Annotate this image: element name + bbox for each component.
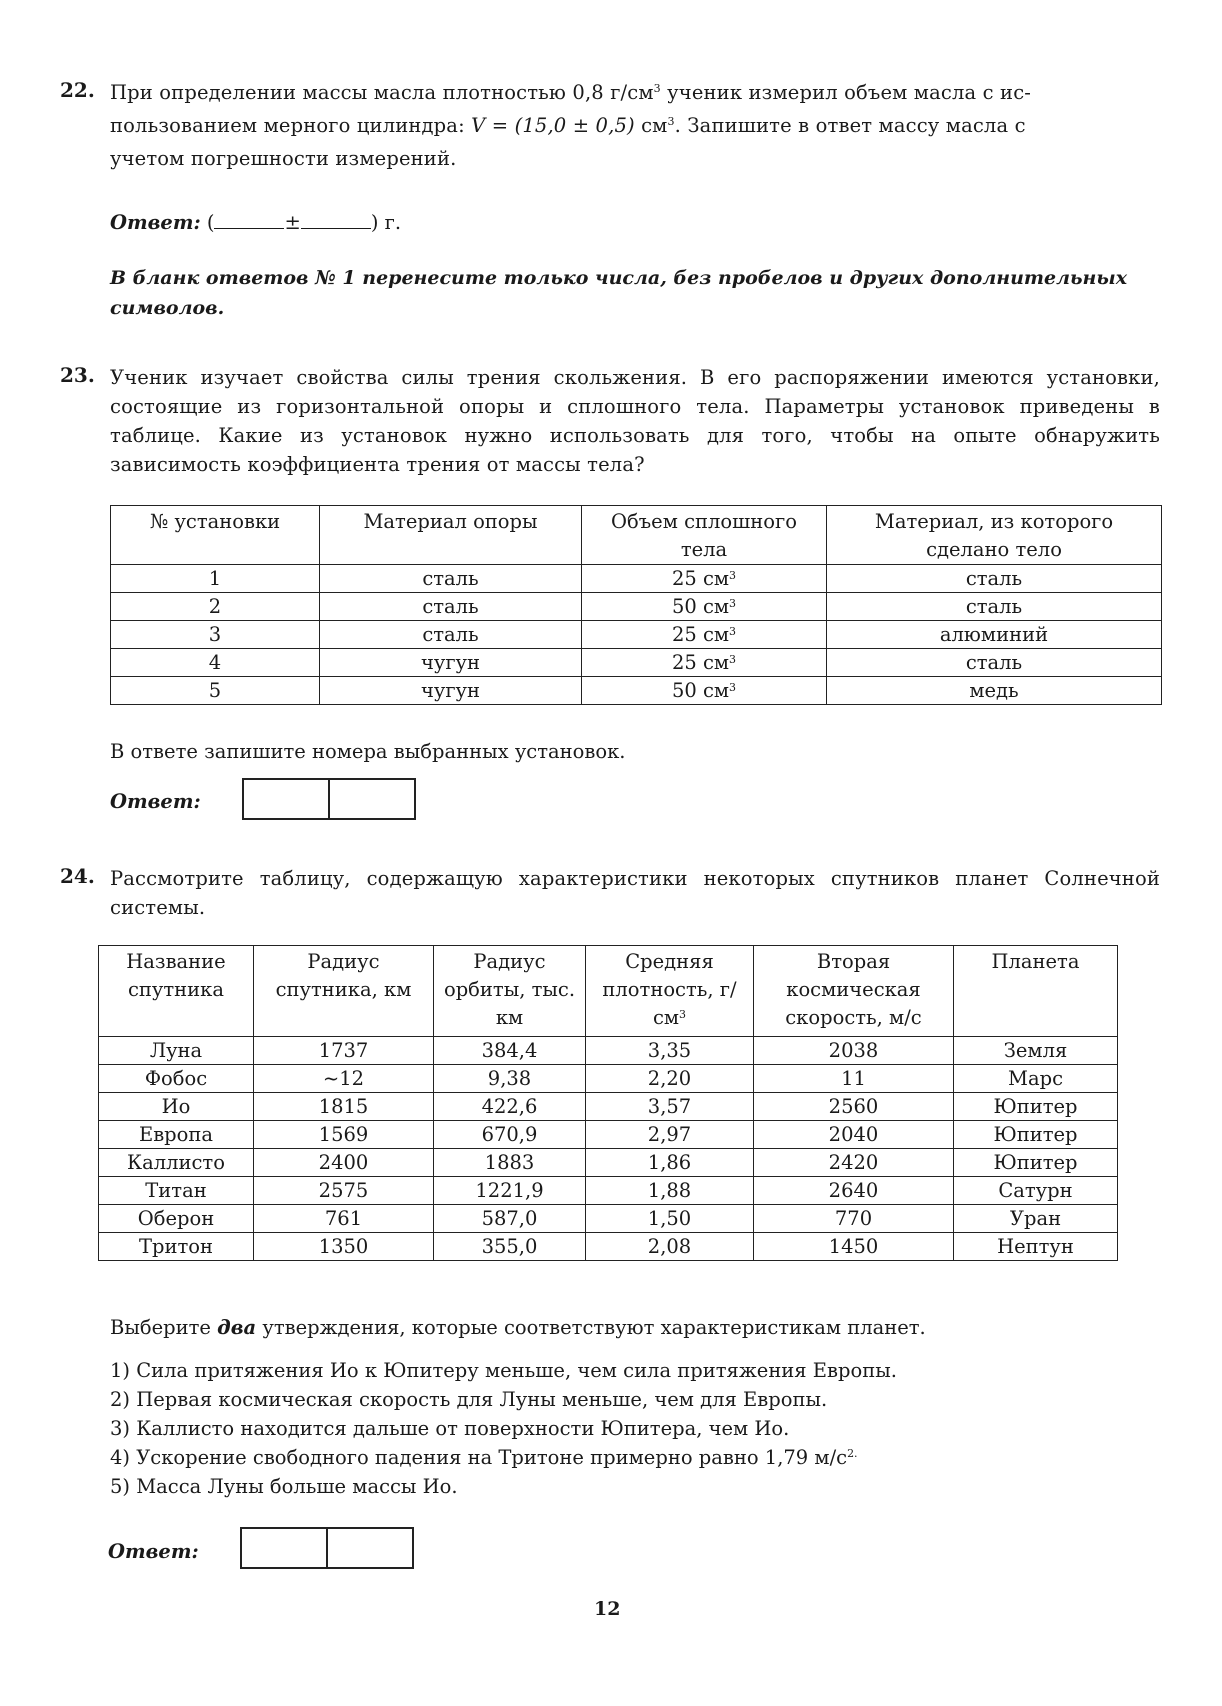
task-number: 24. — [60, 864, 95, 888]
statement-5: 5) Масса Луны больше массы Ио. — [110, 1475, 458, 1498]
header-cell: Материал, из которого сделано тело — [827, 506, 1162, 565]
statement-1: 1) Сила притяжения Ио к Юпитеру меньше, чем сила притяжения Европы. — [110, 1359, 897, 1382]
cell: 1221,9 — [434, 1177, 586, 1205]
cell: чугун — [320, 677, 582, 705]
cell: алюминий — [827, 621, 1162, 649]
plus-minus: ± — [284, 211, 301, 234]
volume: 25 см — [671, 623, 730, 646]
header-cell: Радиус спутника, км — [254, 946, 434, 1037]
emphasis: два — [217, 1316, 257, 1339]
table-row — [99, 1177, 1118, 1205]
answer-label: Ответ: — [110, 790, 201, 813]
task-22-text — [110, 78, 1160, 173]
task-24-prompt — [110, 1316, 926, 1339]
text-fragment: ученик измерил объем масла с ис- — [660, 81, 1032, 104]
cell — [582, 593, 827, 621]
task-number: 23. — [60, 363, 95, 387]
text-fragment: см — [634, 114, 668, 137]
statement-4 — [110, 1444, 858, 1472]
cell: Юпитер — [954, 1149, 1118, 1177]
cell: 1,86 — [586, 1149, 754, 1177]
cell: Земля — [954, 1037, 1118, 1065]
cell: сталь — [320, 621, 582, 649]
table-row — [111, 565, 1162, 593]
header-cell: Объем сплошного тела — [582, 506, 827, 565]
superscript: 2. — [847, 1447, 858, 1460]
task-number: 22. — [60, 78, 95, 102]
cell — [582, 621, 827, 649]
cell: 422,6 — [434, 1093, 586, 1121]
table-row — [111, 593, 1162, 621]
task-23-text: Ученик изучает свойства силы трения скольжения. В его распоряжении имеются установки, состоящие из горизонтальной опоры и сплошного тела. Параметры установок приведены в таблице. Какие из установок нужно использовать для того, чтобы на опыте обнаружить зависимость коэффициента трения от массы тела? — [110, 366, 1160, 476]
superscript: 3 — [729, 597, 737, 610]
cell: 1,50 — [586, 1205, 754, 1233]
volume: 25 см — [671, 567, 730, 590]
statement-text: 4) Ускорение свободного падения на Тритоне примерно равно 1,79 м/с — [110, 1446, 848, 1469]
satellites-table — [98, 945, 1118, 1261]
cell: Марс — [954, 1065, 1118, 1093]
task-24-answer-boxes — [240, 1527, 414, 1569]
table-row — [111, 621, 1162, 649]
cell: 770 — [754, 1205, 954, 1233]
task-22-answer — [110, 210, 401, 234]
cell: 1 — [111, 565, 320, 593]
task-22-note: В бланк ответов № 1 перенесите только числа, без пробелов и других дополнительных символов. — [110, 267, 1128, 319]
setups-table — [110, 505, 1162, 705]
text-fragment: . Запишите в ответ массу масла с — [674, 114, 1026, 137]
answer-label: Ответ: — [108, 1540, 199, 1563]
cell: 1350 — [254, 1233, 434, 1261]
table-row — [99, 1233, 1118, 1261]
table-row — [99, 1205, 1118, 1233]
task-24 — [60, 864, 1160, 922]
formula: V = (15,0 ± 0,5) — [471, 114, 635, 137]
cell: Юпитер — [954, 1121, 1118, 1149]
cell: Луна — [99, 1037, 254, 1065]
cell: 1569 — [254, 1121, 434, 1149]
answer-box-1[interactable] — [242, 1529, 326, 1567]
header-cell: Название спутника — [99, 946, 254, 1037]
volume: 50 см — [671, 595, 730, 618]
cell — [582, 649, 827, 677]
table-row — [99, 1121, 1118, 1149]
cell: 384,4 — [434, 1037, 586, 1065]
cell: Титан — [99, 1177, 254, 1205]
superscript: 3 — [667, 115, 675, 128]
text-line: учетом погрешности измерений. — [110, 147, 457, 170]
header-cell: Планета — [954, 946, 1118, 1037]
answer-box-2[interactable] — [326, 1529, 412, 1567]
header-cell: Радиус орбиты, тыс. км — [434, 946, 586, 1037]
cell: 2575 — [254, 1177, 434, 1205]
cell — [582, 565, 827, 593]
cell — [582, 677, 827, 705]
table-row — [99, 1065, 1118, 1093]
answer-value-blank[interactable] — [214, 210, 284, 229]
cell: Уран — [954, 1205, 1118, 1233]
cell: ~12 — [254, 1065, 434, 1093]
cell: 761 — [254, 1205, 434, 1233]
table-header-row — [99, 946, 1118, 1037]
text-fragment: Выберите — [110, 1316, 218, 1339]
cell: 1,88 — [586, 1177, 754, 1205]
table-row — [99, 1149, 1118, 1177]
text-fragment: При определении массы масла плотностью 0,8 г/см — [110, 81, 654, 104]
superscript: 3 — [729, 625, 737, 638]
header-cell: Материал опоры — [320, 506, 582, 565]
cell: 2640 — [754, 1177, 954, 1205]
task-23 — [60, 363, 1160, 479]
table-row — [99, 1093, 1118, 1121]
superscript: 3 — [653, 82, 661, 95]
text-fragment: пользованием мерного цилиндра: — [110, 114, 472, 137]
text-fragment: утверждения, которые соответствуют характеристикам планет. — [256, 1316, 926, 1339]
cell: Каллисто — [99, 1149, 254, 1177]
superscript: 3 — [729, 653, 737, 666]
cell: 2,97 — [586, 1121, 754, 1149]
task-23-answer-boxes — [242, 778, 416, 820]
statement-2: 2) Первая космическая скорость для Луны меньше, чем для Европы. — [110, 1388, 828, 1411]
table-row — [111, 649, 1162, 677]
answer-box-1[interactable] — [244, 780, 328, 818]
cell: 2040 — [754, 1121, 954, 1149]
superscript: 3 — [729, 569, 737, 582]
cell: 2 — [111, 593, 320, 621]
superscript: 3 — [729, 681, 737, 694]
statement-3: 3) Каллисто находится дальше от поверхности Юпитера, чем Ио. — [110, 1417, 790, 1440]
task-24-text: Рассмотрите таблицу, содержащую характеристики некоторых спутников планет Солнечной системы. — [110, 867, 1160, 919]
header-cell — [586, 946, 754, 1037]
paren-open: ( — [200, 211, 215, 234]
cell: сталь — [827, 649, 1162, 677]
cell: 2560 — [754, 1093, 954, 1121]
cell: 3,35 — [586, 1037, 754, 1065]
cell: 9,38 — [434, 1065, 586, 1093]
table-row — [111, 677, 1162, 705]
cell: сталь — [827, 593, 1162, 621]
cell: 1815 — [254, 1093, 434, 1121]
cell: 2,20 — [586, 1065, 754, 1093]
cell: 5 — [111, 677, 320, 705]
volume: 50 см — [671, 679, 730, 702]
task-23-instruction: В ответе запишите номера выбранных установок. — [110, 740, 626, 763]
cell: чугун — [320, 649, 582, 677]
page-number: 12 — [594, 1598, 621, 1620]
cell: 2400 — [254, 1149, 434, 1177]
cell: 11 — [754, 1065, 954, 1093]
paren-close-unit: ) г. — [370, 211, 402, 234]
table-header-row — [111, 506, 1162, 565]
answer-label: Ответ: — [110, 211, 201, 234]
cell: Оберон — [99, 1205, 254, 1233]
cell: медь — [827, 677, 1162, 705]
cell: 3 — [111, 621, 320, 649]
cell: 1450 — [754, 1233, 954, 1261]
header-cell: Вторая космическая скорость, м/с — [754, 946, 954, 1037]
cell: 2,08 — [586, 1233, 754, 1261]
header-text: Средняя плотность, г/см — [602, 950, 737, 1029]
cell: сталь — [827, 565, 1162, 593]
cell: Тритон — [99, 1233, 254, 1261]
cell: 1737 — [254, 1037, 434, 1065]
cell: 355,0 — [434, 1233, 586, 1261]
header-cell: № установки — [111, 506, 320, 565]
cell: Юпитер — [954, 1093, 1118, 1121]
cell: сталь — [320, 593, 582, 621]
cell: 2420 — [754, 1149, 954, 1177]
cell: 670,9 — [434, 1121, 586, 1149]
task-22 — [60, 78, 1160, 173]
cell: 587,0 — [434, 1205, 586, 1233]
answer-box-2[interactable] — [328, 780, 414, 818]
cell: 3,57 — [586, 1093, 754, 1121]
cell: Европа — [99, 1121, 254, 1149]
cell: Ио — [99, 1093, 254, 1121]
table-row — [99, 1037, 1118, 1065]
volume: 25 см — [671, 651, 730, 674]
cell: 1883 — [434, 1149, 586, 1177]
cell: Нептун — [954, 1233, 1118, 1261]
answer-error-blank[interactable] — [301, 210, 371, 229]
superscript: 3 — [679, 1008, 687, 1021]
cell: 2038 — [754, 1037, 954, 1065]
cell: 4 — [111, 649, 320, 677]
cell: сталь — [320, 565, 582, 593]
cell: Фобос — [99, 1065, 254, 1093]
cell: Сатурн — [954, 1177, 1118, 1205]
